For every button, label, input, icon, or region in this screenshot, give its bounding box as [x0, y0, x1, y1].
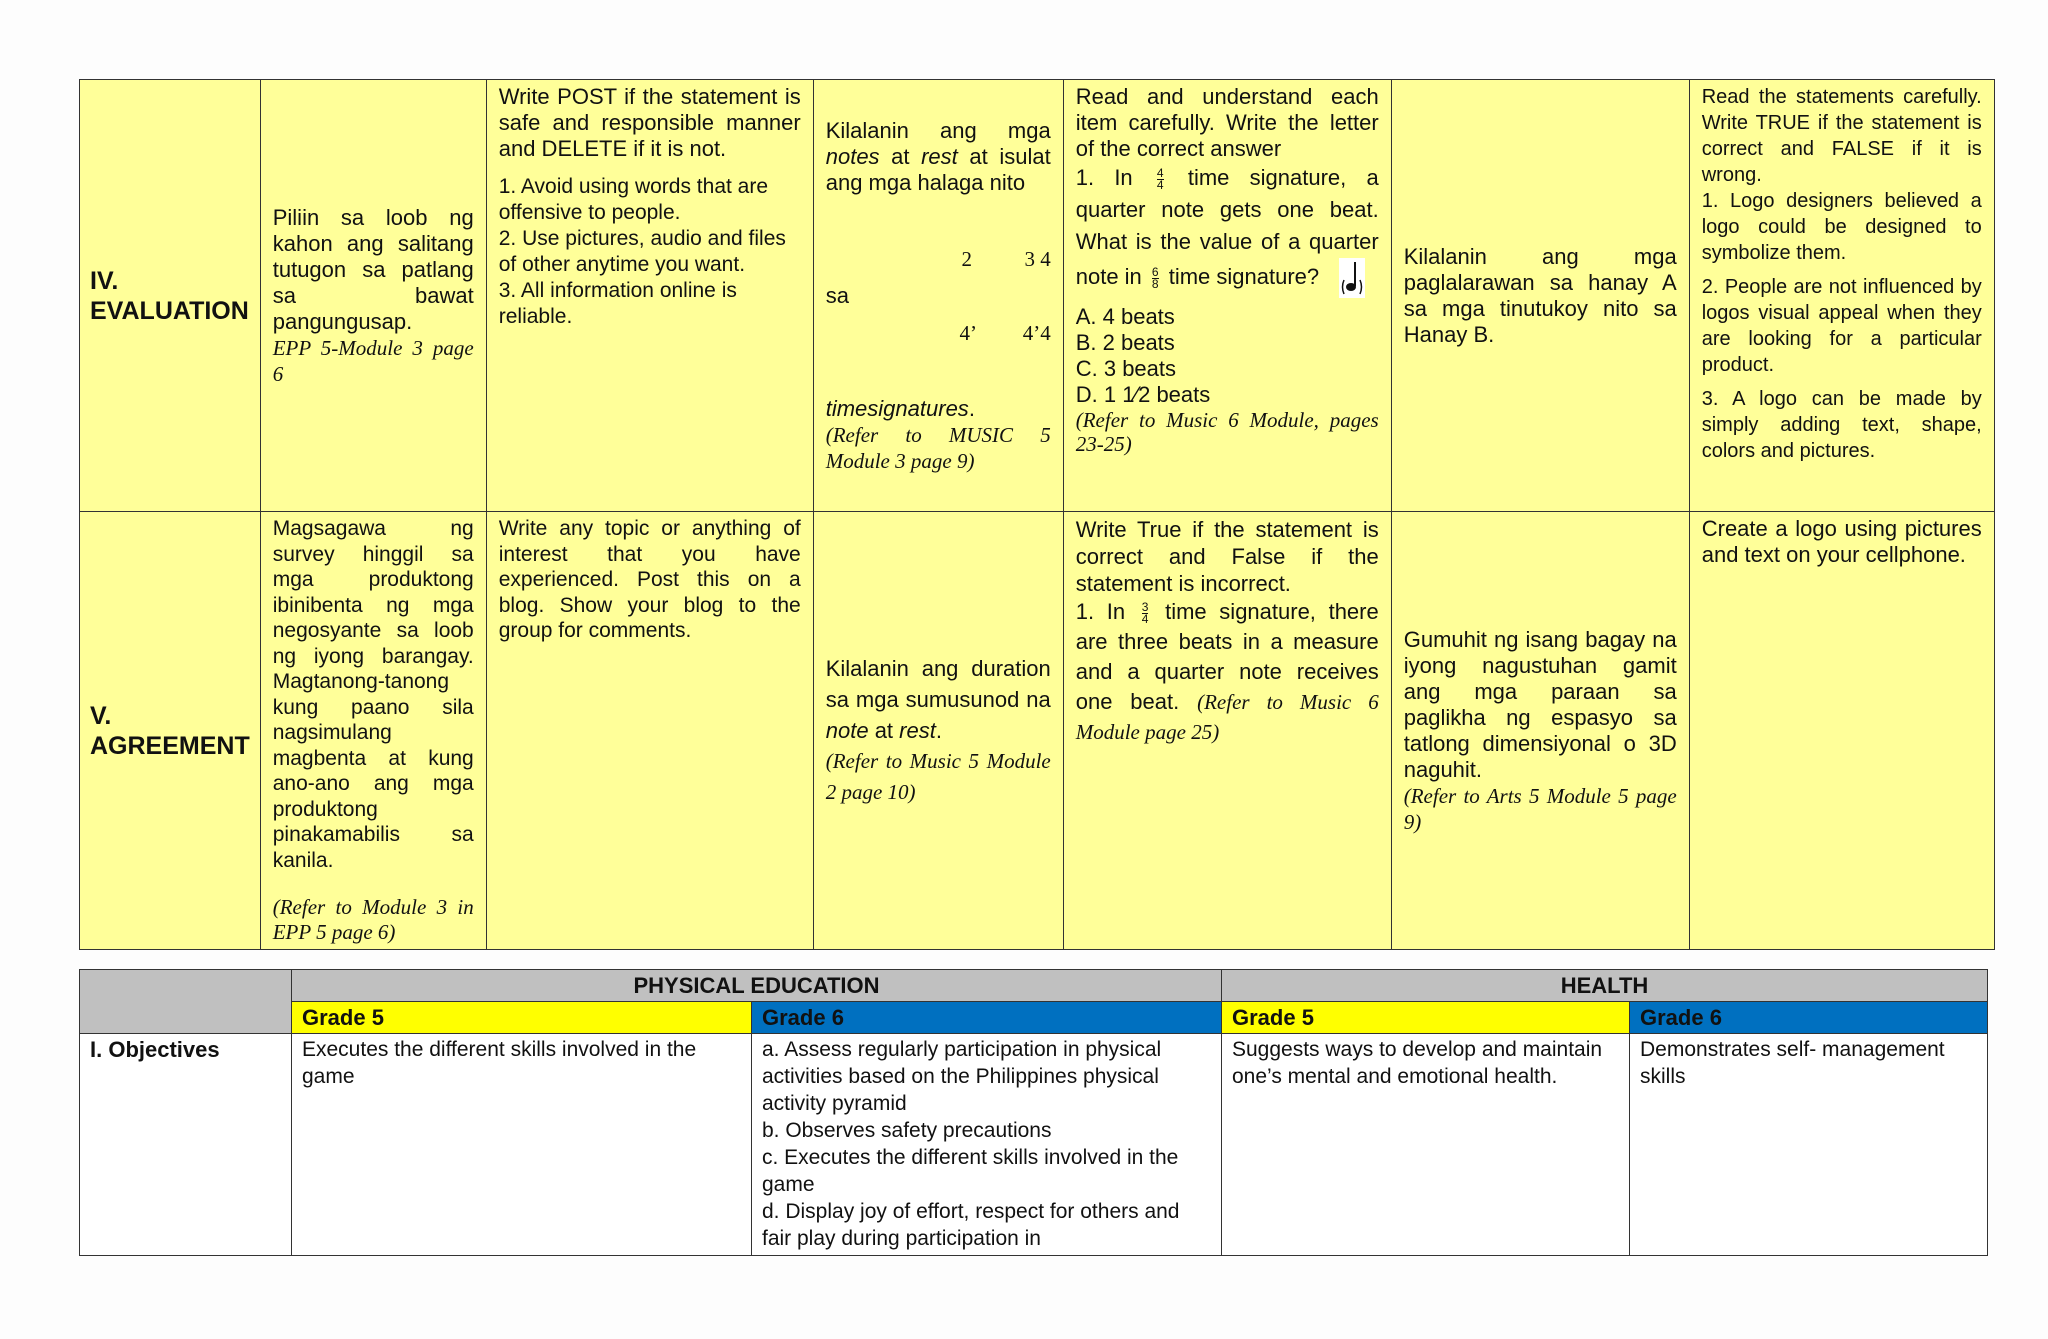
time-signature-bottom: 4’ 4’4 [959, 320, 1051, 345]
choice-b: B. 2 beats [1075, 330, 1175, 355]
agreement-music5-rest: rest [899, 718, 936, 743]
evaluation-row [80, 80, 1995, 512]
evaluation-music5-post: at isulat ang mga halaga nito [825, 143, 1051, 195]
agreement-label: V. AGREEMENT [80, 512, 261, 950]
evaluation-ict6-item-3: 3. A logo can be made by simply adding text, shape, colors and pictures. [1701, 388, 1982, 462]
fraction-three-four: $\frac{3}{4}$ [1141, 599, 1149, 626]
time-signature-top: 2 3 4 [961, 246, 1051, 271]
agreement-epp-ref: (Refer to Module 3 in EPP 5 page 6) [272, 895, 474, 944]
pe-header: PHYSICAL EDUCATION [292, 970, 1222, 1002]
fraction-four-four: $\frac{4}{4}$ [1156, 165, 1164, 192]
choice-c: C. 3 beats [1075, 356, 1177, 381]
evaluation-ict-item-1: 1. Avoid using words that are offensive to people. [498, 175, 769, 224]
quarter-note-icon [1339, 258, 1365, 298]
pe-grade6-objective-b: b. Observes safety precautions [762, 1119, 1052, 1142]
evaluation-music6-intro: Read and understand each item carefully. Write the letter of the correct answer [1075, 84, 1379, 161]
agreement-epp-cell [260, 512, 486, 950]
evaluation-music5-sa: sa [825, 282, 849, 308]
evaluation-label: IV. EVALUATION [80, 80, 261, 512]
health-grade6-header: Grade 6 [1630, 1002, 1988, 1034]
pe-grade5-objective: Executes the different skills involved in the game [292, 1034, 752, 1256]
agreement-music5-pre: Kilalanin ang duration sa mga sumusunod na [825, 656, 1051, 712]
agreement-music6-ref: (Refer to Music 6 Module page 25) [1075, 690, 1379, 744]
evaluation-epp-text: Piliin sa loob ng kahon ang salitang tutugon sa patlang sa bawat pangungusap. [272, 204, 474, 334]
agreement-music5-ref: (Refer to Music 5 Module 2 page 10) [825, 749, 1051, 804]
evaluation-music5-notes: notes [825, 143, 880, 169]
agreement-ict6-cell [1689, 512, 1994, 950]
pe-grade6-objective-a: a. Assess regularly participation in physical activities based on the Philippines physical activity pyramid [762, 1038, 1162, 1115]
evaluation-agreement-table [79, 79, 1995, 950]
evaluation-music5-ref: (Refer to MUSIC 5 Module 3 page 9) [825, 422, 1051, 473]
evaluation-ict-item-2: 2. Use pictures, audio and files of other anytime you want. [498, 227, 786, 276]
pe-grade5-header: Grade 5 [292, 1002, 752, 1034]
corner-cell [80, 970, 292, 1034]
evaluation-arts-text: Kilalanin ang mga paglalarawan sa hanay A sa mga tinutukoy nito sa Hanay B. [1403, 243, 1677, 347]
agreement-music6-cell [1063, 512, 1391, 950]
health-grade5-header: Grade 5 [1222, 1002, 1630, 1034]
agreement-epp-text: Magsagawa ng survey hinggil sa mga produktong ibinibenta ng mga negosyante sa loob ng iyong barangay. Magtanong-tanong kung paano sila nagsimulang magbenta at kung ano-ano ang mga produktong pinakamabilis sa kanila. [272, 517, 474, 872]
evaluation-music6-q-c: time signature? [1168, 263, 1320, 289]
evaluation-epp-cell [260, 80, 486, 512]
evaluation-ict6-item-1: 1. Logo designers believed a logo could be designed to symbolize them. [1701, 190, 1982, 264]
agreement-row [80, 512, 1995, 950]
agreement-music5-note: note [825, 718, 869, 743]
pe-grade6-header: Grade 6 [752, 1002, 1222, 1034]
pe-grade6-objectives [752, 1034, 1222, 1256]
objectives-label: I. Objectives [80, 1034, 292, 1256]
choice-a: A. 4 beats [1075, 304, 1175, 329]
agreement-arts-cell [1391, 512, 1689, 950]
agreement-arts-ref: (Refer to Arts 5 Module 5 page 9) [1403, 783, 1677, 834]
agreement-music6-q-a: 1. In [1075, 599, 1126, 624]
evaluation-music6-ref: (Refer to Music 6 Module, pages 23-25) [1075, 408, 1379, 456]
agreement-music6-q-b: time signature, there are three beats in a measure and a quarter note receives one beat. [1075, 599, 1379, 714]
evaluation-music5-cell: Kilalanin ang mga notes at rest at isulat ang mga halaga nito sa 2 3 4 4’ 4’4 timesignatures. (Refer to MUSIC 5 Module 3 page 9) [813, 80, 1063, 512]
evaluation-music5-pre: Kilalanin ang mga [825, 117, 1051, 143]
evaluation-music5-at: at [891, 143, 910, 169]
agreement-ict6-text: Create a logo using pictures and text on your cellphone. [1701, 516, 1982, 567]
evaluation-ict6-cell [1689, 80, 1994, 512]
choice-d: D. 1 1⁄2 beats [1075, 382, 1211, 407]
agreement-music5-at: at [874, 718, 894, 743]
evaluation-music6-cell [1063, 80, 1391, 512]
pe-grade6-objective-d: d. Display joy of effort, respect for others and fair play during participation in [762, 1200, 1180, 1250]
evaluation-ict-intro: Write POST if the statement is safe and responsible manner and DELETE if it is not. [498, 84, 801, 161]
evaluation-ict6-item-2: 2. People are not influenced by logos visual appeal when they are looking for a particular product. [1701, 276, 1982, 376]
evaluation-music6-q-a: 1. In [1075, 165, 1133, 190]
health-header: HEALTH [1222, 970, 1988, 1002]
pe-health-table [79, 969, 1988, 1256]
evaluation-ict-item-3: 3. All information online is reliable. [498, 279, 737, 328]
health-grade5-objective: Suggests ways to develop and maintain one’s mental and emotional health. [1222, 1034, 1630, 1256]
evaluation-music6-q-b: time signature, a quarter note gets one beat. What is the value of a quarter note in [1075, 165, 1379, 289]
evaluation-ict-cell [486, 80, 813, 512]
agreement-ict-cell [486, 512, 813, 950]
evaluation-music5-rest: rest [921, 143, 958, 169]
fraction-six-eight: $\frac{6}{8}$ [1151, 264, 1159, 291]
health-grade6-objective: Demonstrates self- management skills [1630, 1034, 1988, 1256]
pe-grade6-objective-c: c. Executes the different skills involved in the game [762, 1146, 1179, 1196]
agreement-music6-intro: Write True if the statement is correct and False if the statement is incorrect. [1075, 517, 1379, 596]
evaluation-music5-ts-word: timesignatures [825, 395, 969, 421]
evaluation-ict6-intro: Read the statements carefully. Write TRUE if the statement is correct and FALSE if it is wrong. [1701, 86, 1982, 186]
agreement-ict-text: Write any topic or anything of interest that you have experienced. Post this on a blog. Show your blog to the group for comments. [498, 517, 801, 642]
evaluation-arts-cell [1391, 80, 1689, 512]
agreement-music5-cell: Kilalanin ang duration sa mga sumusunod na note at rest. (Refer to Music 5 Module 2 page 10) [813, 512, 1063, 950]
agreement-arts-text: Gumuhit ng isang bagay na iyong nagustuhan gamit ang mga paraan sa paglikha ng espasyo sa tatlong dimensiyonal o 3D naguhit. [1403, 626, 1677, 782]
evaluation-epp-ref: EPP 5-Module 3 page 6 [272, 335, 474, 386]
